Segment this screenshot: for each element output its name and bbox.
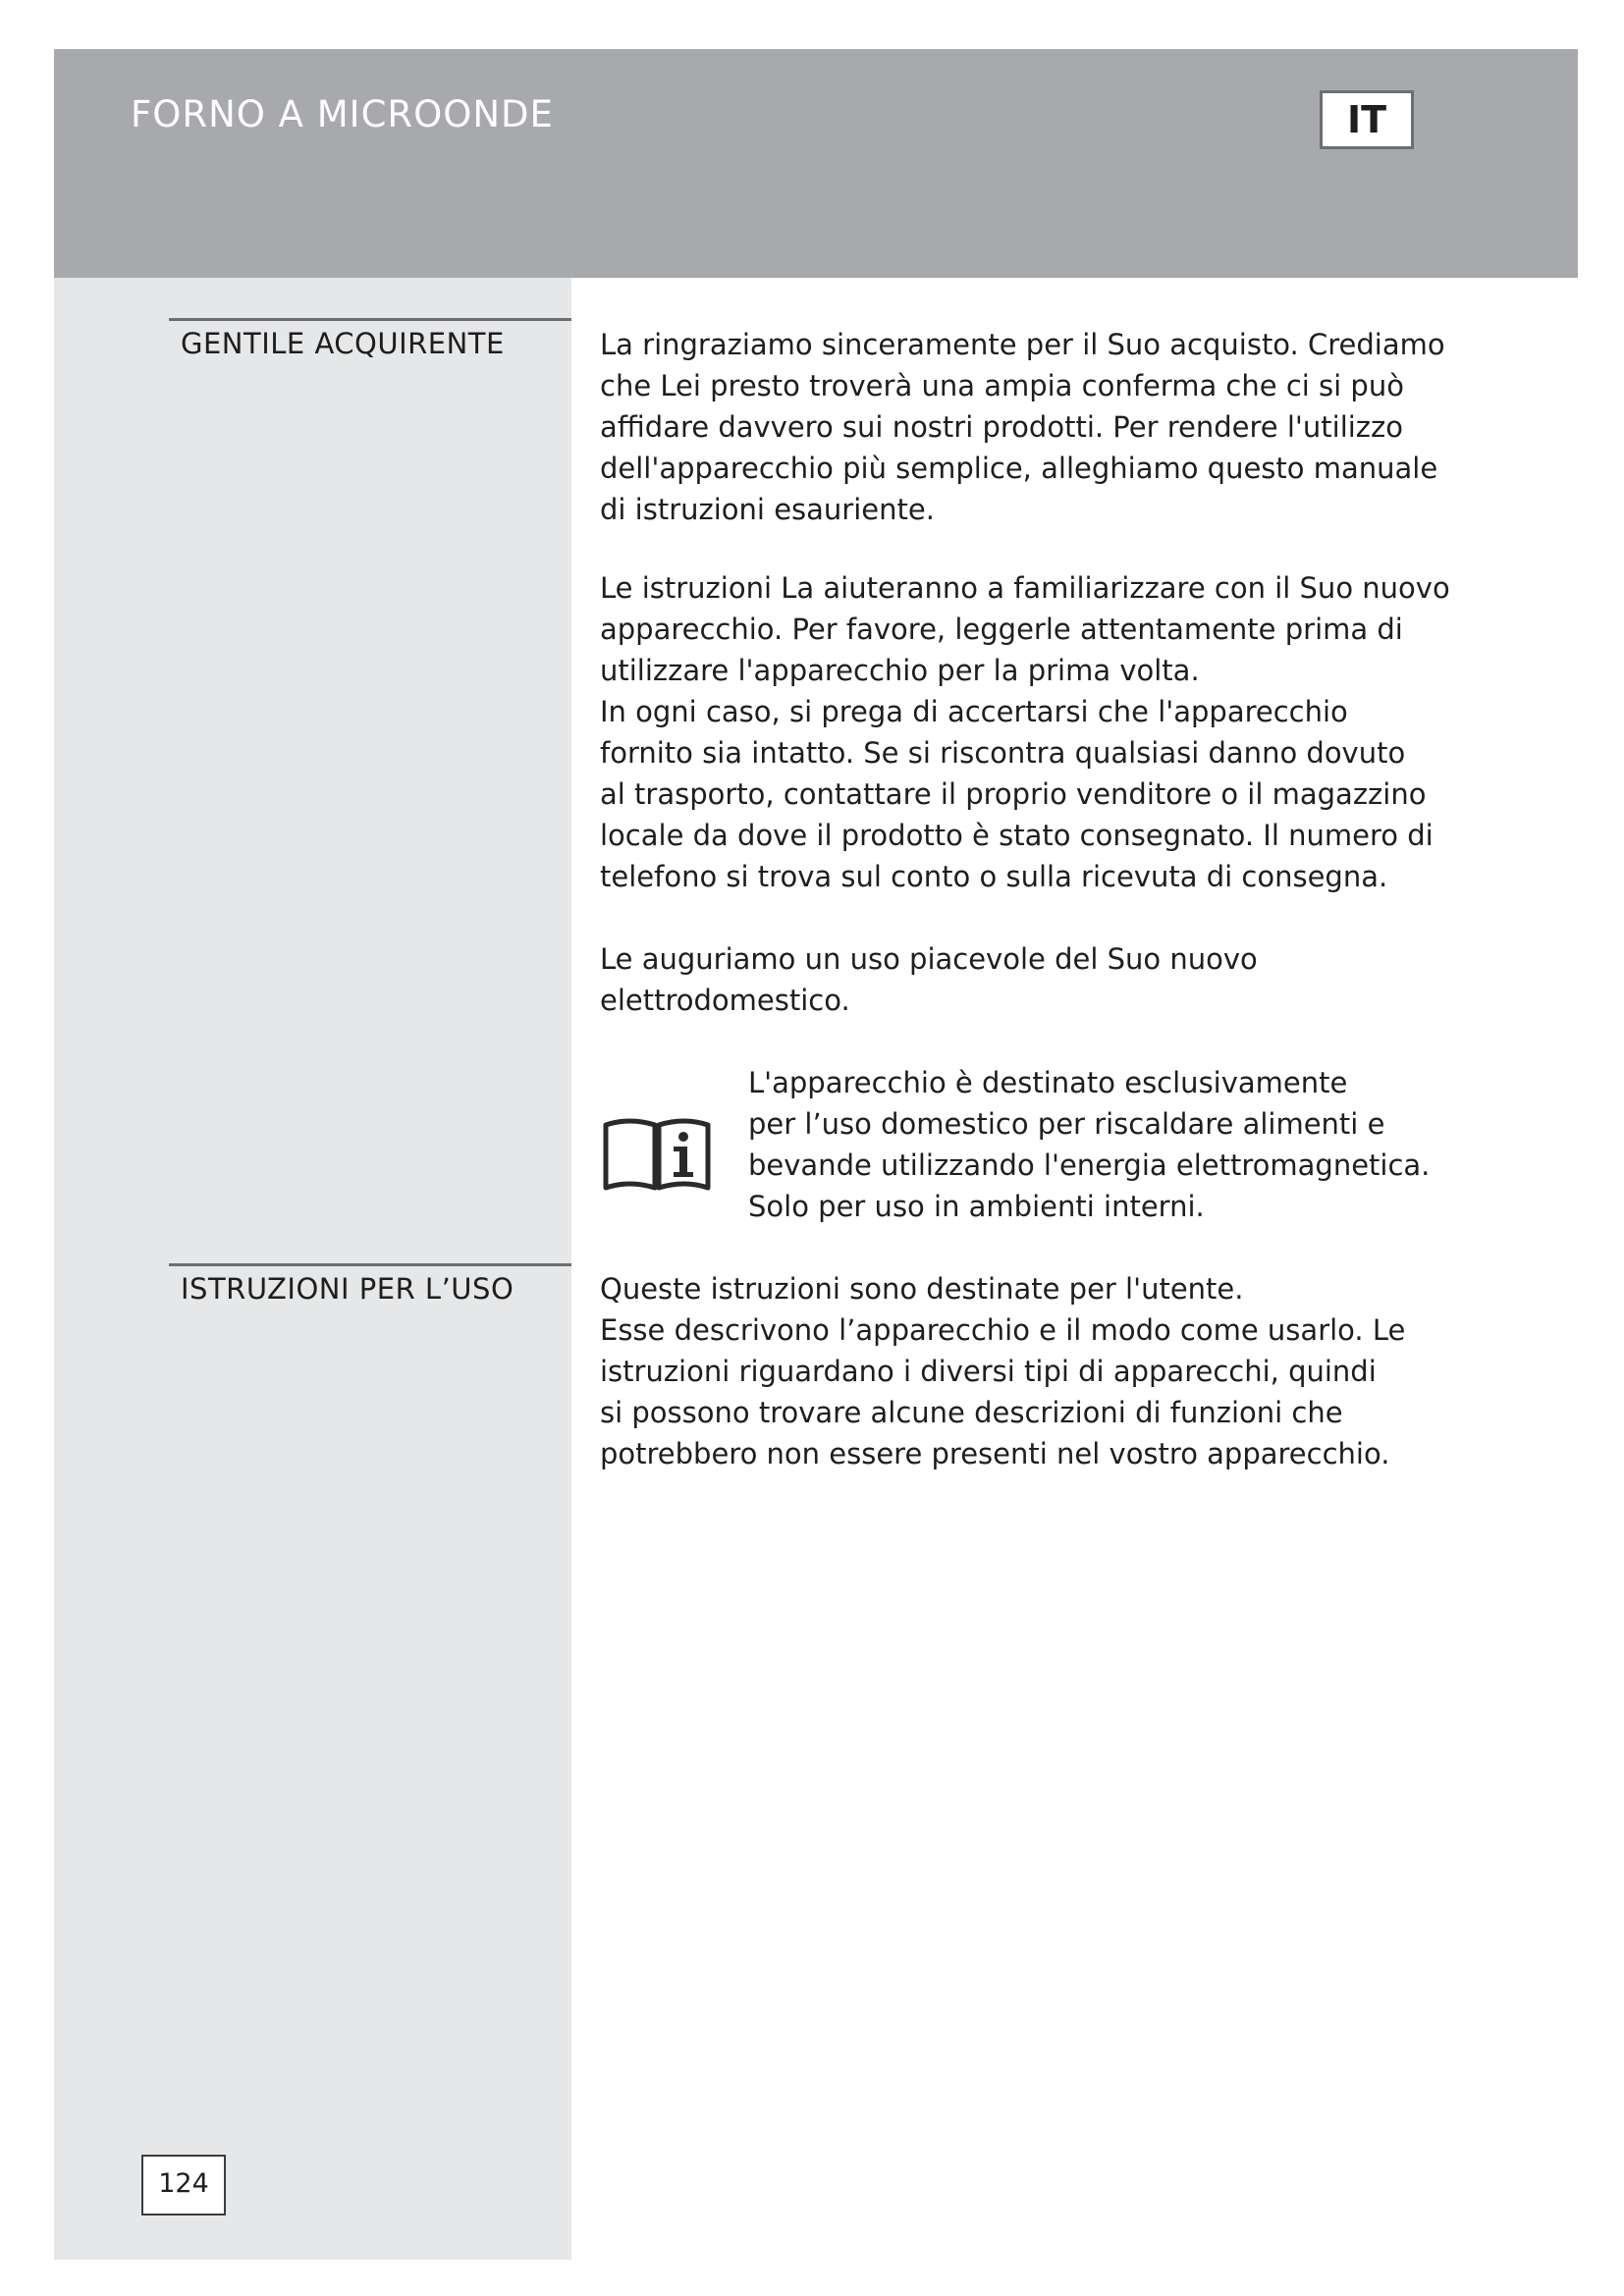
sidebar-column — [54, 278, 571, 2260]
text-line: si possono trovare alcune descrizioni di funzioni che — [600, 1396, 1343, 1429]
text-line: In ogni caso, si prega di accertarsi che l'apparecchio — [600, 695, 1348, 728]
text-line: Solo per uso in ambienti interni. — [748, 1190, 1205, 1223]
text-line: potrebbero non essere presenti nel vostro apparecchio. — [600, 1437, 1390, 1470]
text-line: La ringraziamo sinceramente per il Suo acquisto. Crediamo — [600, 328, 1445, 361]
section-body-istruzioni-per-uso — [600, 1268, 1484, 1474]
section-divider — [169, 318, 571, 321]
text-line: locale da dove il prodotto è stato consegnato. Il numero di — [600, 819, 1434, 852]
section-divider — [169, 1263, 571, 1266]
text-line: di istruzioni esauriente. — [600, 493, 935, 526]
text-line: elettrodomestico. — [600, 984, 850, 1017]
info-book-icon — [602, 1111, 712, 1194]
text-line: Queste istruzioni sono destinate per l'utente. — [600, 1272, 1244, 1306]
section-body-gentile-acquirente — [600, 324, 1484, 530]
text-line: apparecchio. Per favore, leggerle attentamente prima di — [600, 613, 1403, 646]
page-number: 124 — [141, 2155, 226, 2216]
text-line: Le istruzioni La aiuteranno a familiarizzare con il Suo nuovo — [600, 571, 1450, 605]
text-line: bevande utilizzando l'energia elettromagnetica. — [748, 1148, 1431, 1182]
text-line: fornito sia intatto. Se si riscontra qualsiasi danno dovuto — [600, 736, 1406, 770]
usage-note — [748, 1062, 1494, 1227]
text-line: affidare davvero sui nostri prodotti. Per rendere l'utilizzo — [600, 410, 1403, 444]
text-line: utilizzare l'apparecchio per la prima volta. — [600, 654, 1200, 687]
text-line: che Lei presto troverà una ampia conferma che ci si può — [600, 369, 1404, 402]
text-line: al trasporto, contattare il proprio venditore o il magazzino — [600, 777, 1427, 811]
language-badge: IT — [1320, 90, 1414, 149]
text-line: per l’uso domestico per riscaldare alimenti e — [748, 1107, 1385, 1141]
text-line: dell'apparecchio più semplice, alleghiamo questo manuale — [600, 452, 1438, 485]
section-body-auguri — [600, 938, 1484, 1021]
section-label-istruzioni-per-uso: ISTRUZIONI PER L’USO — [181, 1272, 514, 1306]
text-line: telefono si trova sul conto o sulla ricevuta di consegna. — [600, 860, 1388, 893]
section-body-istruzioni-intro — [600, 567, 1484, 897]
text-line: Le auguriamo un uso piacevole del Suo nuovo — [600, 942, 1258, 976]
text-line: L'apparecchio è destinato esclusivamente — [748, 1066, 1348, 1099]
section-label-gentile-acquirente: GENTILE ACQUIRENTE — [181, 327, 505, 360]
text-line: istruzioni riguardano i diversi tipi di apparecchi, quindi — [600, 1355, 1377, 1388]
page-title: FORNO A MICROONDE — [131, 93, 554, 135]
text-line: Esse descrivono l’apparecchio e il modo come usarlo. Le — [600, 1313, 1406, 1347]
page-header — [54, 49, 1578, 278]
